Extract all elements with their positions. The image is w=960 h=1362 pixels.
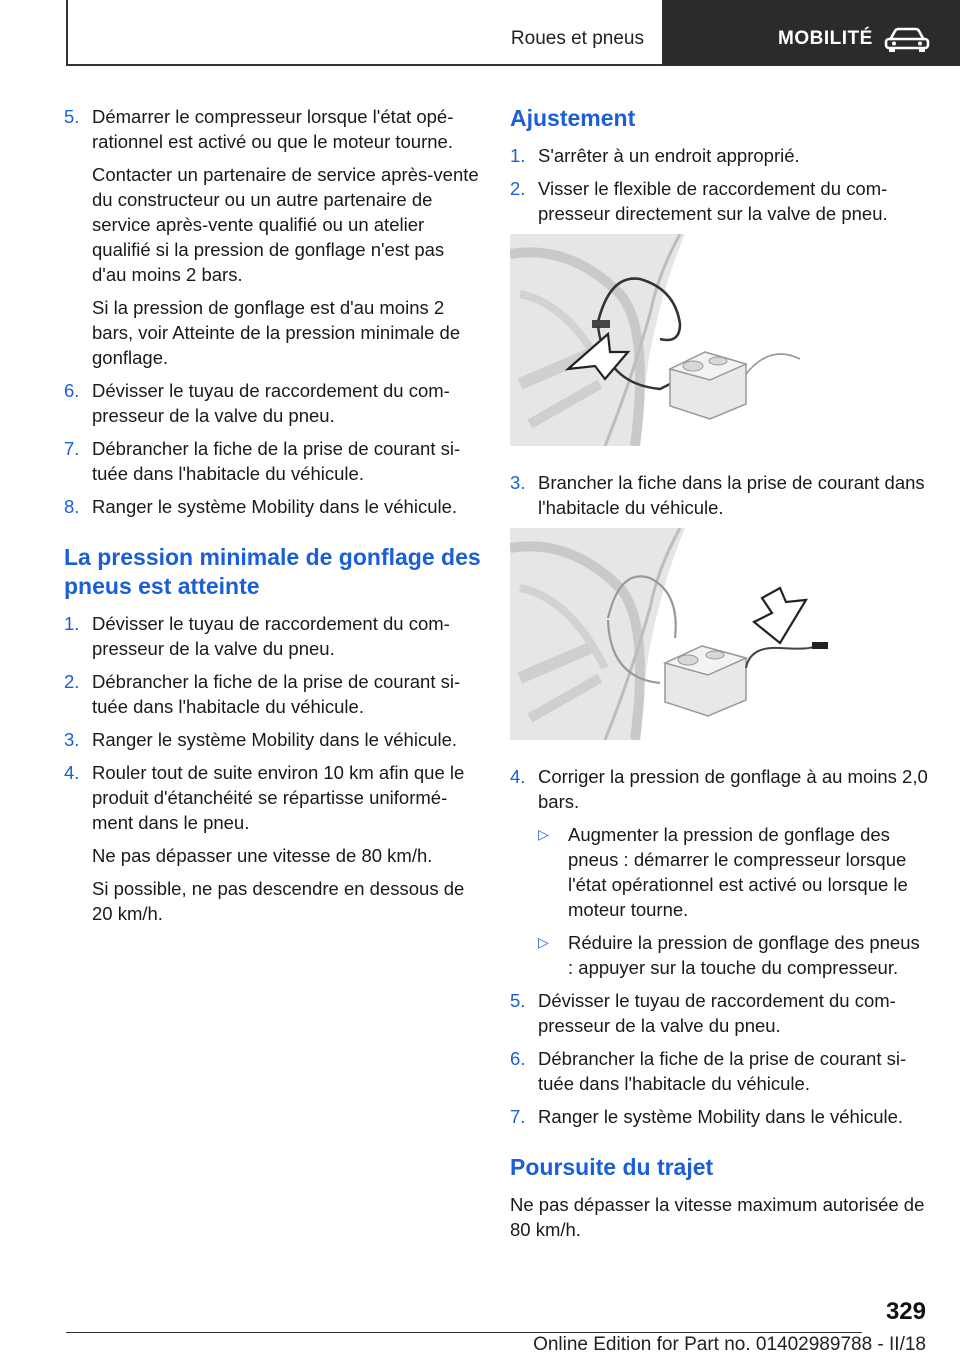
list-item: [510, 764, 930, 814]
list-number: 5.: [64, 106, 80, 127]
list-item: [510, 470, 930, 520]
list-text: S'arrêter à un endroit approprié.: [538, 145, 800, 166]
sub-list-text: Augmenter la pression de gonflage des pneus : démarrer le compresseur lorsque l'état opérationnel est activé ou lorsque le moteur tourne.: [568, 824, 908, 920]
list-number: 1.: [510, 145, 526, 166]
right-column: [510, 104, 930, 1242]
list-number: 2.: [64, 671, 80, 692]
page-number: 329: [885, 1298, 926, 1325]
list-paragraph: Contacter un partenaire de service après-vente du constructeur ou un autre partenaire de service après-vente qualifié ou un atelier qualifié si la pression de gonflage n'est pas d'au moins 2 bars.: [92, 164, 479, 285]
chapter-tab: [662, 0, 960, 66]
footer-divider: [66, 1332, 862, 1333]
list-item: [510, 1046, 930, 1096]
list-number: 5.: [510, 990, 526, 1011]
header-divider-left: [66, 0, 68, 66]
list-item: [64, 494, 482, 519]
list-item: [64, 669, 482, 719]
list-number: 1.: [64, 613, 80, 634]
list-text: Ranger le système Mobility dans le véhicule.: [538, 1106, 904, 1127]
list-text: Débrancher la fiche de la prise de courant située dans l'habitacle du véhicule.: [92, 671, 461, 717]
list-number: 8.: [64, 496, 80, 517]
list-paragraph: Ne pas dépasser une vitesse de 80 km/h.: [92, 845, 433, 866]
left-column: [64, 104, 482, 934]
list-text: Ranger le système Mobility dans le véhicule.: [92, 496, 458, 517]
car-icon: [884, 26, 930, 52]
list-text: Corriger la pression de gonflage à au moins 2,0 bars.: [538, 766, 928, 812]
list-item: [510, 143, 930, 168]
list-text: Brancher la fiche dans la prise de courant dans l'habitacle du véhicule.: [538, 472, 925, 518]
list-text: Dévisser le tuyau de raccordement du compresseur de la valve du pneu.: [92, 613, 450, 659]
section-heading: La pression minimale de gonflage des pneus est atteinte: [64, 544, 481, 599]
list-text: Visser le flexible de raccordement du compresseur directement sur la valve de pneu.: [538, 178, 888, 224]
list-item: [64, 727, 482, 752]
list-paragraph: Si possible, ne pas descendre en dessous de 20 km/h.: [92, 878, 465, 924]
list-text: Débrancher la fiche de la prise de courant située dans l'habitacle du véhicule.: [92, 438, 461, 484]
list-number: 6.: [64, 380, 80, 401]
list-number: 7.: [64, 438, 80, 459]
list-number: 2.: [510, 178, 526, 199]
chapter-tab-label: MOBILITÉ: [778, 28, 873, 49]
illustration-plug-connection: [510, 528, 930, 740]
list-text: Dévisser le tuyau de raccordement du compresseur de la valve du pneu.: [92, 380, 450, 426]
triangle-bullet-icon: ▷: [538, 826, 549, 842]
list-paragraph: Si la pression de gonflage est d'au moins 2 bars, voir Atteinte de la pression minimale de gonflage.: [92, 297, 461, 368]
list-item: [510, 176, 930, 226]
list-item: [64, 611, 482, 661]
triangle-bullet-icon: ▷: [538, 934, 549, 950]
list-item: [510, 988, 930, 1038]
list-item: [64, 760, 482, 835]
list-number: 3.: [510, 472, 526, 493]
list-item: [64, 378, 482, 428]
list-item: [510, 1104, 930, 1129]
list-number: 4.: [510, 766, 526, 787]
list-item: [64, 104, 482, 154]
list-number: 3.: [64, 729, 80, 750]
list-text: Rouler tout de suite environ 10 km afin que le produit d'étanchéité se répartisse uniformément dans le pneu.: [92, 762, 465, 833]
sub-list-item: [538, 930, 930, 980]
section-title: Roues et pneus: [510, 28, 644, 49]
section-heading: Ajustement: [510, 105, 636, 131]
illustration-hose-on-valve: [510, 234, 930, 446]
list-text: Dévisser le tuyau de raccordement du compresseur de la valve du pneu.: [538, 990, 896, 1036]
list-number: 6.: [510, 1048, 526, 1069]
header-divider-bottom: [66, 64, 662, 66]
list-item: [64, 436, 482, 486]
list-number: 7.: [510, 1106, 526, 1127]
sub-list-text: Réduire la pression de gonflage des pneus : appuyer sur la touche du compresseur.: [568, 932, 920, 978]
list-text: Ranger le système Mobility dans le véhicule.: [92, 729, 458, 750]
footer-edition: Online Edition for Part no. 01402989788 - II/18: [533, 1334, 926, 1355]
body-paragraph: Ne pas dépasser la vitesse maximum autorisée de 80 km/h.: [510, 1194, 925, 1240]
list-text: Débrancher la fiche de la prise de courant située dans l'habitacle du véhicule.: [538, 1048, 907, 1094]
list-text: Démarrer le compresseur lorsque l'état opérationnel est activé ou que le moteur tourne.: [92, 106, 454, 152]
list-number: 4.: [64, 762, 80, 783]
section-heading: Poursuite du trajet: [510, 1154, 714, 1180]
sub-list-item: [538, 822, 930, 922]
